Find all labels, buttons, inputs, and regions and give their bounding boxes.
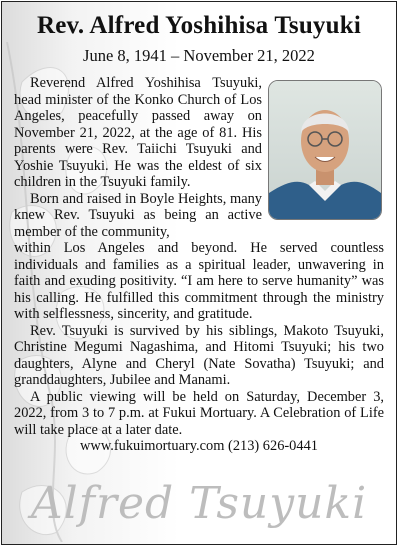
life-dates: June 8, 1941 – November 21, 2022	[83, 46, 315, 65]
paragraph-services: A public viewing will be held on Saturday, December 3, 2022, from 3 to 7 p.m. at Fukui Mortuary. A Celebration of Life will take place at a later date.	[14, 388, 384, 438]
obituary-body	[14, 75, 384, 455]
paragraph-early-life: Born and raised in Boyle Heights, many knew Rev. Tsuyuki as being an active member of the community,	[14, 190, 262, 240]
obituary-ad	[1, 1, 397, 545]
mortuary-contact: www.fukuimortuary.com (213) 626-0441	[80, 438, 318, 454]
deceased-name: Rev. Alfred Yoshihisa Tsuyuki	[37, 12, 361, 39]
paragraph-service: within Los Angeles and beyond. He served countless individuals and families as a spiritual leader, unwavering in faith and exuding positivity. “I am here to serve humanity” was his calling. He fulfilled this commitment through the ministry with selflessness, sincerity, and gratitude.	[14, 240, 384, 322]
paragraph-intro: Reverend Alfred Yoshihisa Tsuyuki, head minister of the Konko Church of Los Angeles, peacefully passed away on November 21, 2022, at the age of 81. His parents were Rev. Taiichi Tsuyuki and Yoshie Tsuyuki. He was the eldest of six children in the Tsuyuki family.	[14, 75, 262, 190]
signature: Alfred Tsuyuki	[30, 478, 368, 529]
paragraph-survivors: Rev. Tsuyuki is survived by his siblings, Makoto Tsuyuki, Christine Megumi Nagashima, and Hitomi Tsuyuki; his two daughters, Alyne and Cheryl (Nate Sovatha) Tsuyuki; and granddaughters, Jubilee and Manami.	[14, 322, 384, 388]
